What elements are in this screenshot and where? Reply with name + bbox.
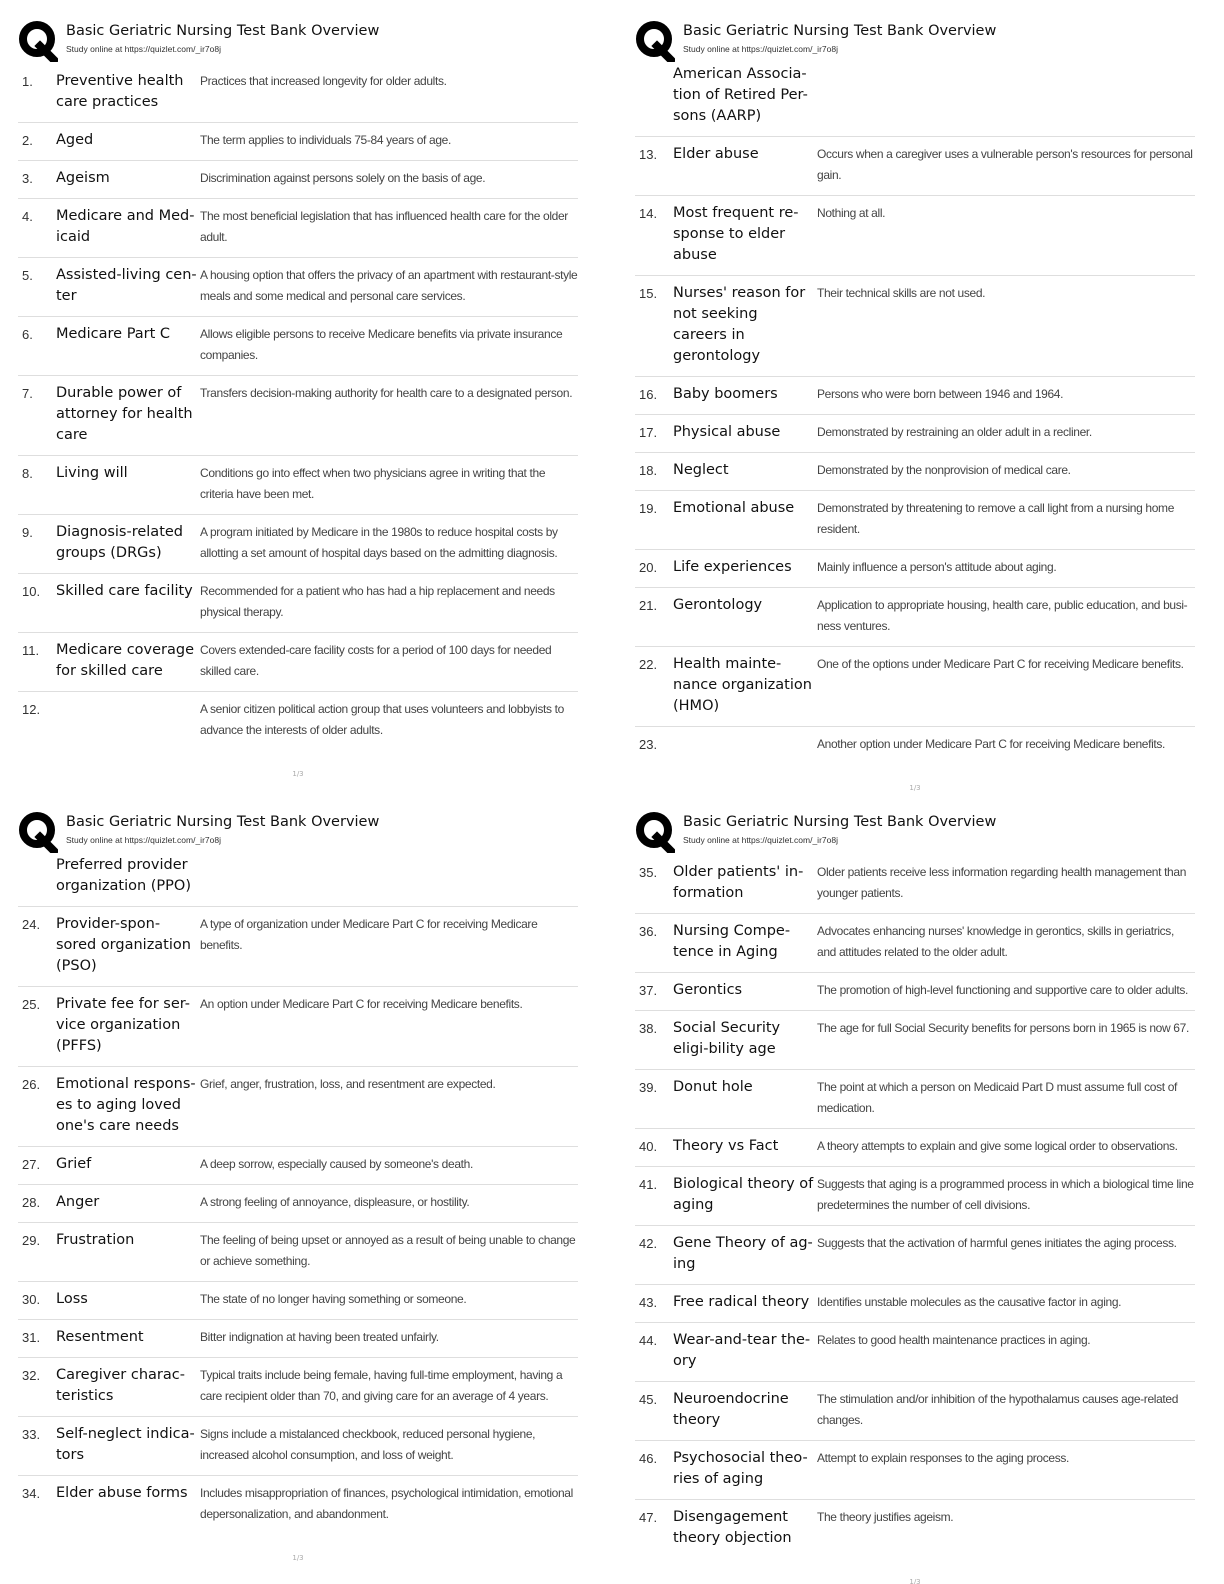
- card-row: [635, 1166, 1195, 1225]
- card-term: Preventive health care practices: [56, 73, 184, 110]
- card-definition: Grief, anger, frustration, loss, and resentment are expected.: [200, 1077, 496, 1091]
- card-number: 9.: [22, 525, 33, 540]
- card-row: [635, 195, 1195, 275]
- page-header: [635, 20, 1195, 64]
- card-row: [18, 122, 578, 160]
- card-number: 26.: [22, 1077, 41, 1092]
- card-row: [635, 1381, 1195, 1440]
- card-number: 36.: [639, 924, 658, 939]
- card-term: Older patients' in-formation: [673, 864, 804, 901]
- card-number: 4.: [22, 209, 33, 224]
- card-row: [18, 64, 578, 122]
- card-number: 40.: [639, 1139, 658, 1154]
- card-number: 30.: [22, 1292, 41, 1307]
- card-definition: Demonstrated by restraining an older adult in a recliner.: [817, 425, 1092, 439]
- card-definition: Typical traits include being female, having full-time employment, having a care recipient older than 70, and giving care for an average of 4 years.: [200, 1368, 563, 1403]
- card-number: 32.: [22, 1368, 41, 1383]
- card-row: [635, 1284, 1195, 1322]
- card-number: 2.: [22, 133, 33, 148]
- card-term: Medicare Part C: [56, 326, 171, 342]
- card-number: 16.: [639, 387, 658, 402]
- card-number: 37.: [639, 983, 658, 998]
- card-term: Theory vs Fact: [673, 1138, 779, 1154]
- card-term: Donut hole: [673, 1079, 753, 1095]
- document-title: Basic Geriatric Nursing Test Bank Overview: [66, 814, 380, 830]
- card-number: 20.: [639, 560, 658, 575]
- card-row: [635, 452, 1195, 490]
- card-number: 5.: [22, 268, 33, 283]
- card-term: Physical abuse: [673, 424, 781, 440]
- page-header: [18, 811, 578, 855]
- card-number: 41.: [639, 1177, 658, 1192]
- card-row: [635, 1128, 1195, 1166]
- card-definition: The stimulation and/or inhibition of the hypothalamus causes age-related changes.: [817, 1392, 1179, 1427]
- card-term: Gerontology: [673, 597, 763, 613]
- card-row: [635, 376, 1195, 414]
- card-term: Baby boomers: [673, 386, 778, 402]
- card-definition: Signs include a mistalanced checkbook, reduced personal hygiene, increased alcohol consumption, and loss of weight.: [200, 1427, 536, 1462]
- card-number: 39.: [639, 1080, 658, 1095]
- card-term: Elder abuse forms: [56, 1485, 188, 1501]
- card-term: Resentment: [56, 1329, 144, 1345]
- card-row: [18, 160, 578, 198]
- card-definition: Demonstrated by threatening to remove a call light from a nursing home resident.: [817, 501, 1175, 536]
- card-row: [635, 1010, 1195, 1069]
- page-1: [18, 20, 578, 778]
- card-row: [635, 913, 1195, 972]
- card-definition: Their technical skills are not used.: [817, 286, 986, 300]
- card-definition: Demonstrated by the nonprovision of medical care.: [817, 463, 1071, 477]
- card-term: Biological theory of aging: [673, 1176, 814, 1213]
- document-title: Basic Geriatric Nursing Test Bank Overview: [66, 23, 380, 39]
- card-row: [635, 414, 1195, 452]
- card-definition: Suggests that the activation of harmful genes initiates the aging process.: [817, 1236, 1177, 1250]
- card-row: [18, 907, 578, 986]
- card-term: Durable power of attorney for health care: [56, 385, 193, 443]
- card-term: Provider-spon-sored organization (PSO): [56, 916, 191, 974]
- card-number: 34.: [22, 1486, 41, 1501]
- card-term: Frustration: [56, 1232, 135, 1248]
- page-header: [635, 811, 1195, 855]
- card-row: [18, 1416, 578, 1475]
- card-term: Neglect: [673, 462, 729, 478]
- card-definition: Bitter indignation at having been treated unfairly.: [200, 1330, 439, 1344]
- card-definition: Covers extended-care facility costs for a period of 100 days for needed skilled care.: [200, 643, 552, 678]
- card-row: [635, 726, 1195, 764]
- quizlet-logo-icon: [635, 20, 675, 62]
- card-definition: A housing option that offers the privacy of an apartment with restaurant-style meals and some medical and personal care services.: [200, 268, 578, 303]
- card-number: 13.: [639, 147, 658, 162]
- card-number: 10.: [22, 584, 41, 599]
- card-term: Disengagement theory objection: [673, 1509, 792, 1546]
- card-row: [635, 1322, 1195, 1381]
- card-definition: Includes misappropriation of finances, psychological intimidation, emotional depersonalization, and abandonment.: [200, 1486, 573, 1521]
- card-definition: Discrimination against persons solely on the basis of age.: [200, 171, 486, 185]
- card-term: Assisted-living cen-ter: [56, 267, 197, 304]
- card-definition: Advocates enhancing nurses' knowledge in gerontics, skills in geriatrics, and attitudes related to the older adult.: [817, 924, 1174, 959]
- card-definition: The term applies to individuals 75-84 years of age.: [200, 133, 451, 147]
- card-definition: Recommended for a patient who has had a hip replacement and needs physical therapy.: [200, 584, 555, 619]
- card-row: [18, 455, 578, 514]
- card-definition: Conditions go into effect when two physicians agree in writing that the criteria have been met.: [200, 466, 546, 501]
- card-row: [635, 646, 1195, 726]
- card-row: [635, 972, 1195, 1010]
- card-number: 45.: [639, 1392, 658, 1407]
- card-row: [18, 1475, 578, 1534]
- card-definition: The most beneficial legislation that has influenced health care for the older adult.: [200, 209, 568, 244]
- card-term: Emotional abuse: [673, 500, 795, 516]
- card-row: [635, 1440, 1195, 1499]
- card-term: Loss: [56, 1291, 88, 1307]
- card-term: Most frequent re-sponse to elder abuse: [673, 205, 799, 263]
- card-term: Medicare and Med-icaid: [56, 208, 195, 245]
- card-definition: Nothing at all.: [817, 206, 886, 220]
- card-term: Psychosocial theo-ries of aging: [673, 1450, 808, 1487]
- card-term: Preferred provider organization (PPO): [56, 857, 191, 894]
- card-term: Caregiver charac-teristics: [56, 1367, 185, 1404]
- card-term: American Associa-tion of Retired Per-sons (AARP): [673, 66, 808, 124]
- card-row: [635, 275, 1195, 376]
- study-url[interactable]: Study online at https://quizlet.com/_ir7o8j: [66, 835, 221, 845]
- card-number: 14.: [639, 206, 658, 221]
- card-number: 31.: [22, 1330, 41, 1345]
- card-row: [18, 257, 578, 316]
- card-row: [635, 1069, 1195, 1128]
- card-number: 35.: [639, 865, 658, 880]
- card-row: [18, 632, 578, 691]
- card-number: 11.: [22, 643, 40, 658]
- card-definition: The age for full Social Security benefits for persons born in 1965 is now 67.: [817, 1021, 1189, 1035]
- card-number: 22.: [639, 657, 658, 672]
- card-term: Wear-and-tear the-ory: [673, 1332, 811, 1369]
- card-term: Free radical theory: [673, 1294, 810, 1310]
- card-row: [18, 1066, 578, 1146]
- card-term: Neuroendocrine theory: [673, 1391, 789, 1428]
- card-number: 3.: [22, 171, 33, 186]
- card-term: Emotional respons-es to aging loved one's care needs: [56, 1076, 196, 1134]
- card-term: Grief: [56, 1156, 92, 1172]
- document-title: Basic Geriatric Nursing Test Bank Overview: [683, 23, 997, 39]
- study-url[interactable]: Study online at https://quizlet.com/_ir7o8j: [66, 44, 221, 54]
- card-definition: Application to appropriate housing, health care, public education, and busi-ness ventures.: [817, 598, 1188, 633]
- card-row: [635, 1225, 1195, 1284]
- card-number: 44.: [639, 1333, 658, 1348]
- card-definition: Occurs when a caregiver uses a vulnerable person's resources for personal gain.: [817, 147, 1193, 182]
- card-number: 19.: [639, 501, 658, 516]
- quizlet-logo-icon: [635, 811, 675, 853]
- card-definition: Allows eligible persons to receive Medicare benefits via private insurance companies.: [200, 327, 563, 362]
- card-term: Aged: [56, 132, 94, 148]
- card-definition: A program initiated by Medicare in the 1980s to reduce hospital costs by allotting a set amount of hospital days based on the admitting diagnosis.: [200, 525, 558, 560]
- card-definition: A deep sorrow, especially caused by someone's death.: [200, 1157, 473, 1171]
- card-number: 25.: [22, 997, 41, 1012]
- card-row: [18, 1184, 578, 1222]
- card-row: [635, 137, 1195, 195]
- page-number: 1/3: [292, 1554, 304, 1562]
- card-term: Living will: [56, 465, 128, 481]
- card-row: [18, 514, 578, 573]
- card-number: 27.: [22, 1157, 41, 1172]
- card-row: [18, 198, 578, 257]
- card-definition: Attempt to explain responses to the aging process.: [817, 1451, 1069, 1465]
- card-definition: Suggests that aging is a programmed process in which a biological time line predetermines the number of cell divisions.: [817, 1177, 1194, 1212]
- card-number: 43.: [639, 1295, 658, 1310]
- page-2: [635, 20, 1195, 792]
- study-url[interactable]: Study online at https://quizlet.com/_ir7o8j: [683, 44, 838, 54]
- card-definition: Relates to good health maintenance practices in aging.: [817, 1333, 1091, 1347]
- page-number: 1/3: [292, 770, 304, 778]
- card-definition: A strong feeling of annoyance, displeasure, or hostility.: [200, 1195, 470, 1209]
- card-term: [56, 699, 200, 741]
- card-definition: Identifies unstable molecules as the causative factor in aging.: [817, 1295, 1122, 1309]
- card-term: Self-neglect indica-tors: [56, 1426, 195, 1463]
- card-definition: Practices that increased longevity for older adults.: [200, 74, 447, 88]
- card-term: Health mainte-nance organization (HMO): [673, 656, 812, 714]
- card-number: 29.: [22, 1233, 41, 1248]
- study-url[interactable]: Study online at https://quizlet.com/_ir7o8j: [683, 835, 838, 845]
- page-3: [18, 811, 578, 1562]
- card-number: 38.: [639, 1021, 658, 1036]
- card-number: 42.: [639, 1236, 658, 1251]
- card-term: Medicare coverage for skilled care: [56, 642, 195, 679]
- page-number: 1/3: [909, 1578, 921, 1584]
- card-row: [18, 1281, 578, 1319]
- card-definition: Older patients receive less information regarding health management than younger patients.: [817, 865, 1187, 900]
- card-definition: The point at which a person on Medicaid Part D must assume full cost of medication.: [817, 1080, 1178, 1115]
- card-term: Elder abuse: [673, 146, 759, 162]
- page-header: [18, 20, 578, 64]
- card-term: Anger: [56, 1194, 100, 1210]
- card-number: 24.: [22, 917, 41, 932]
- card-definition: A type of organization under Medicare Part C for receiving Medicare benefits.: [200, 917, 538, 952]
- card-number: 12.: [22, 702, 41, 717]
- card-row: [18, 1146, 578, 1184]
- card-term: Nursing Compe-tence in Aging: [673, 923, 791, 960]
- card-row: [635, 855, 1195, 913]
- card-number: 47.: [639, 1510, 658, 1525]
- document-title: Basic Geriatric Nursing Test Bank Overview: [683, 814, 997, 830]
- card-term: Skilled care facility: [56, 583, 193, 599]
- page-number: 1/3: [909, 784, 921, 792]
- card-row: [18, 1319, 578, 1357]
- card-definition: A theory attempts to explain and give some logical order to observations.: [817, 1139, 1178, 1153]
- quizlet-logo-icon: [18, 20, 58, 62]
- card-definition: Transfers decision-making authority for health care to a designated person.: [200, 386, 573, 400]
- card-definition: Mainly influence a person's attitude about aging.: [817, 560, 1057, 574]
- continued-term: [18, 855, 578, 906]
- card-definition: An option under Medicare Part C for receiving Medicare benefits.: [200, 997, 523, 1011]
- card-row: [18, 573, 578, 632]
- card-definition: The state of no longer having something or someone.: [200, 1292, 467, 1306]
- card-row: [18, 375, 578, 455]
- card-term: Life experiences: [673, 559, 792, 575]
- card-number: 18.: [639, 463, 658, 478]
- card-definition: One of the options under Medicare Part C for receiving Medicare benefits.: [817, 657, 1184, 671]
- card-row: [18, 1222, 578, 1281]
- card-definition: Another option under Medicare Part C for receiving Medicare benefits.: [817, 737, 1166, 751]
- card-term: Diagnosis-related groups (DRGs): [56, 524, 184, 561]
- card-term: Ageism: [56, 170, 110, 186]
- card-row: [18, 1357, 578, 1416]
- card-term: Gerontics: [673, 982, 743, 998]
- card-definition: The promotion of high-level functioning and supportive care to older adults.: [817, 983, 1188, 997]
- card-row: [635, 549, 1195, 587]
- card-number: 15.: [639, 286, 658, 301]
- card-definition: Persons who were born between 1946 and 1964.: [817, 387, 1064, 401]
- card-row: [635, 490, 1195, 549]
- card-definition: The theory justifies ageism.: [817, 1510, 954, 1524]
- card-term: Gene Theory of ag-ing: [673, 1235, 813, 1272]
- card-number: 46.: [639, 1451, 658, 1466]
- quizlet-logo-icon: [18, 811, 58, 853]
- card-number: 23.: [639, 737, 658, 752]
- card-number: 7.: [22, 386, 33, 401]
- card-definition: A senior citizen political action group that uses volunteers and lobbyists to advance the interests of older adults.: [200, 702, 564, 737]
- card-number: 6.: [22, 327, 33, 342]
- continued-term: [635, 64, 1195, 136]
- card-term: Social Security eligi-bility age: [673, 1020, 781, 1057]
- card-number: 28.: [22, 1195, 41, 1210]
- card-row: [18, 986, 578, 1066]
- card-row: [635, 1499, 1195, 1558]
- card-number: 21.: [639, 598, 658, 613]
- card-number: 1.: [22, 74, 33, 89]
- card-row: [18, 691, 578, 750]
- card-term: Nurses' reason for not seeking careers in gerontology: [673, 285, 806, 364]
- card-term: [673, 734, 817, 755]
- card-row: [18, 316, 578, 375]
- card-number: 17.: [639, 425, 658, 440]
- card-row: [635, 587, 1195, 646]
- card-definition: The feeling of being upset or annoyed as a result of being unable to change or achieve something.: [200, 1233, 576, 1268]
- card-term: Private fee for ser-vice organization (PFFS): [56, 996, 191, 1054]
- card-number: 33.: [22, 1427, 41, 1442]
- page-4: [635, 811, 1195, 1584]
- card-number: 8.: [22, 466, 33, 481]
